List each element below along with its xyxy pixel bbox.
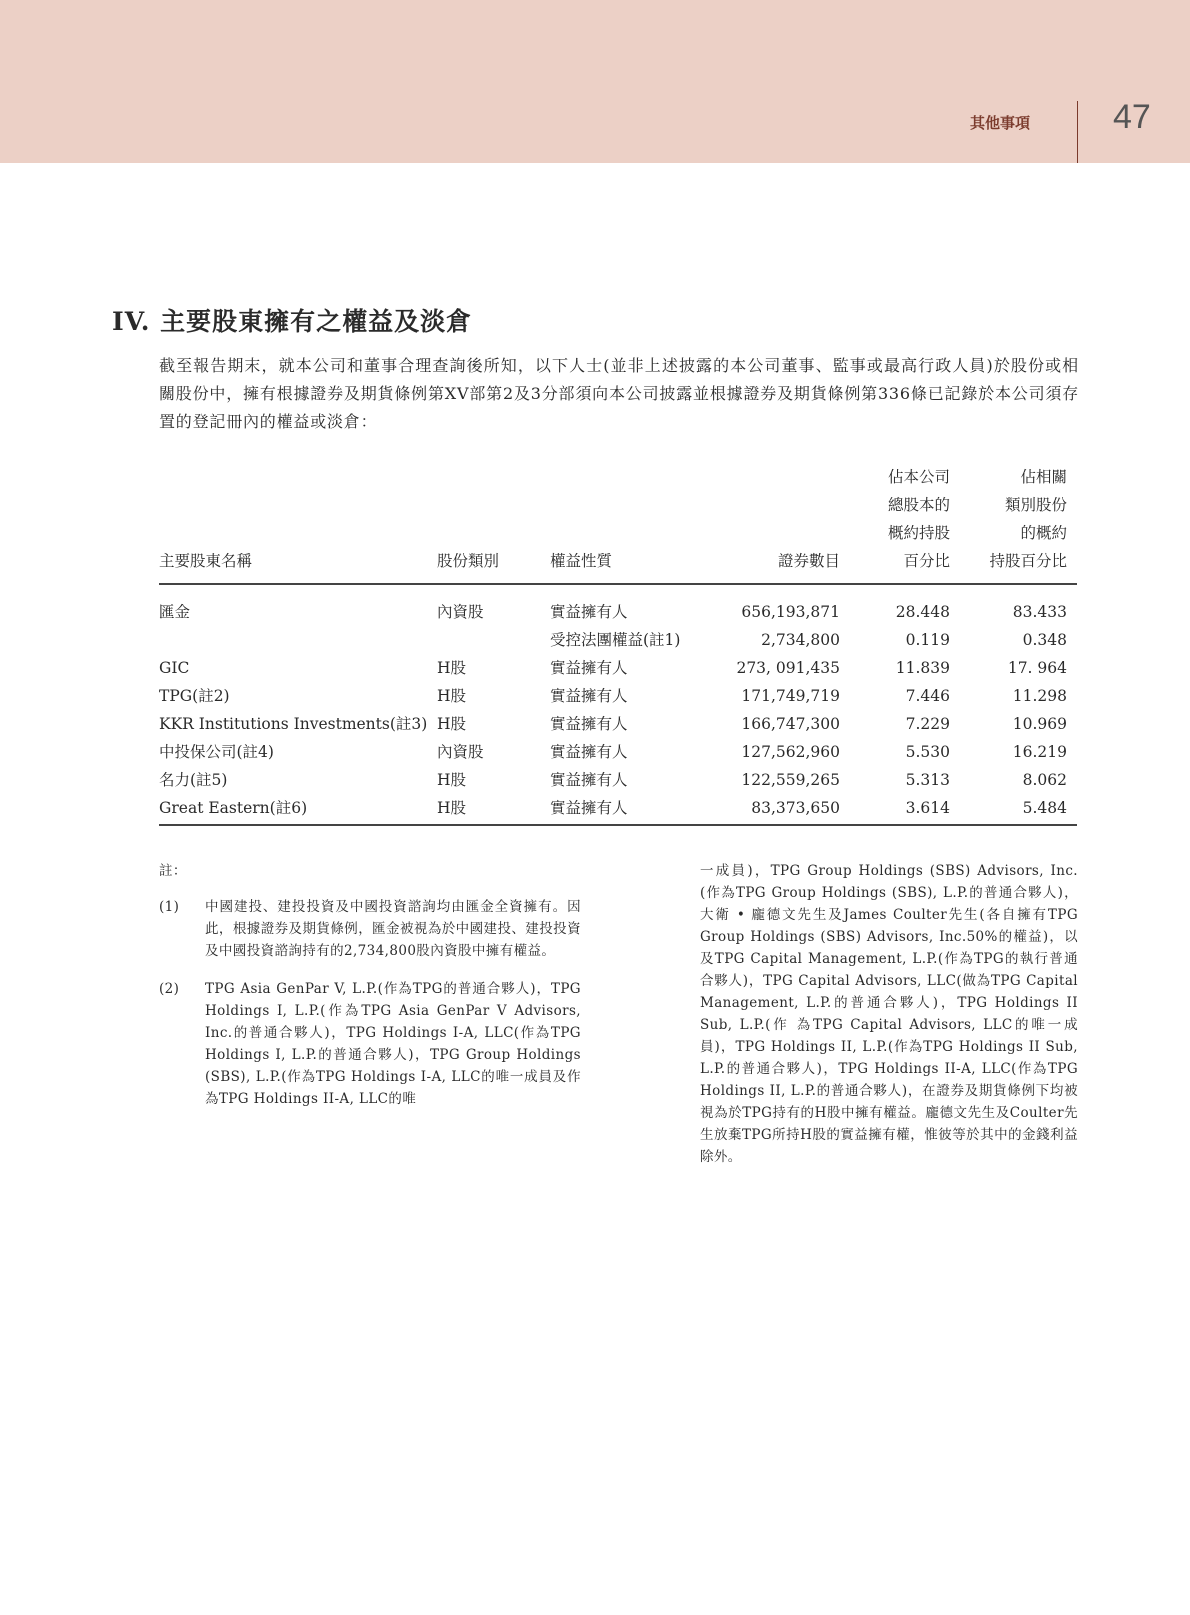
header-class: 股份類別: [437, 463, 550, 584]
section-title: IV. 主要股東擁有之權益及淡倉: [112, 307, 473, 336]
shareholders-table: [159, 463, 1077, 826]
table-header: [159, 463, 1077, 584]
notes-right-column: 一成員)，TPG Group Holdings (SBS) Advisors, Inc.(作為TPG Group Holdings (SBS), L.P.的普通合夥人)，大衛 • 龐德文先生及James Coulter先生(各自擁有TPG Group Holdings (SBS) Advisors, Inc.50%的權益)，以及TPG Capital Management, L.P.(作為TPG的執行普通合夥人)，TPG Capital Advisors, LLC(做為TPG Capital Management, L.P.的普通合夥人)，TPG Holdings II Sub, L.P.(作 為TPG Capital Advisors, LLC的唯一成員)，TPG Holdings II, L.P.(作為TPG Holdings II Sub, L.P.的普通合夥人)，TPG Holdings II-A, LLC(作為TPG Holdings II, L.P.的普通合夥人)，在證券及期貨條例下均被視為於TPG持有的H股中擁有權益。龐德文先生及Coulter先生放棄TPG所持H股的實益擁有權，惟彼等於其中的金錢利益除外。: [700, 863, 1078, 1165]
note-item: [159, 978, 581, 1110]
table-row: 匯金 內資股 實益擁有人 656,193,871 28.448 83.433: [159, 603, 1067, 621]
table-row: TPG(註2) H股 實益擁有人 171,749,719 7.446 11.298: [159, 687, 1067, 705]
note-number: (1): [159, 899, 180, 915]
table-row: KKR Institutions Investments(註3) H股 實益擁有人 166,747,300 7.229 10.969: [159, 715, 1067, 733]
note-item: [159, 896, 581, 962]
table-row: 名力(註5) H股 實益擁有人 122,559,265 5.313 8.062: [159, 771, 1067, 789]
header-pct-total: 佔本公司 總股本的 概約持股 百分比: [850, 463, 960, 584]
header-nature: 權益性質: [550, 463, 700, 584]
table-row: 中投保公司(註4) 內資股 實益擁有人 127,562,960 5.530 16.219: [159, 743, 1067, 761]
notes-heading: 註：: [159, 863, 187, 879]
intro-paragraph: 截至報告期末，就本公司和董事合理查詢後所知，以下人士(並非上述披露的本公司董事、監事或最高行政人員)於股份或相關股份中，擁有根據證券及期貨條例第XV部第2及3分部須向本公司披露並根據證券及期貨條例第336條已記錄於本公司須存置的登記冊內的權益或淡倉：: [159, 356, 1079, 431]
header-name: 主要股東名稱: [159, 463, 437, 584]
shareholders-table-container: [159, 463, 1077, 826]
header-divider: [1077, 101, 1078, 163]
header-shares: 證券數目: [700, 463, 850, 584]
table-row: 受控法團權益(註1) 2,734,800 0.119 0.348: [550, 631, 1067, 649]
header-pct-class: 佔相關 類別股份 的概約 持股百分比: [960, 463, 1077, 584]
table-row: Great Eastern(註6) H股 實益擁有人 83,373,650 3.614 5.484: [159, 799, 1067, 817]
table-body: [159, 584, 1077, 825]
notes-left-column: [159, 860, 581, 1126]
running-header-section: 其他事項: [969, 114, 1030, 132]
note-text: TPG Asia GenPar V, L.P.(作為TPG的普通合夥人)，TPG Holdings I, L.P.(作為TPG Asia GenPar V Advisors, Inc.的普通合夥人)，TPG Holdings I-A, LLC(作為TPG Holdings I, L.P.的普通合夥人)，TPG Group Holdings (SBS), L.P.(作為TPG Holdings I-A, LLC的唯一成員及作為TPG Holdings II-A, LLC的唯: [205, 981, 581, 1107]
note-number: (2): [159, 981, 180, 997]
note-text: 中國建投、建投投資及中國投資諮詢均由匯金全資擁有。因此，根據證券及期貨條例，匯金被視為於中國建投、建投投資及中國投資諮詢持有的2,734,800股內資股中擁有權益。: [205, 899, 581, 959]
header-band: [0, 0, 1190, 163]
table-row: GIC H股 實益擁有人 273, 091,435 11.839 17. 964: [159, 659, 1067, 677]
page-number: 47: [1113, 98, 1151, 136]
